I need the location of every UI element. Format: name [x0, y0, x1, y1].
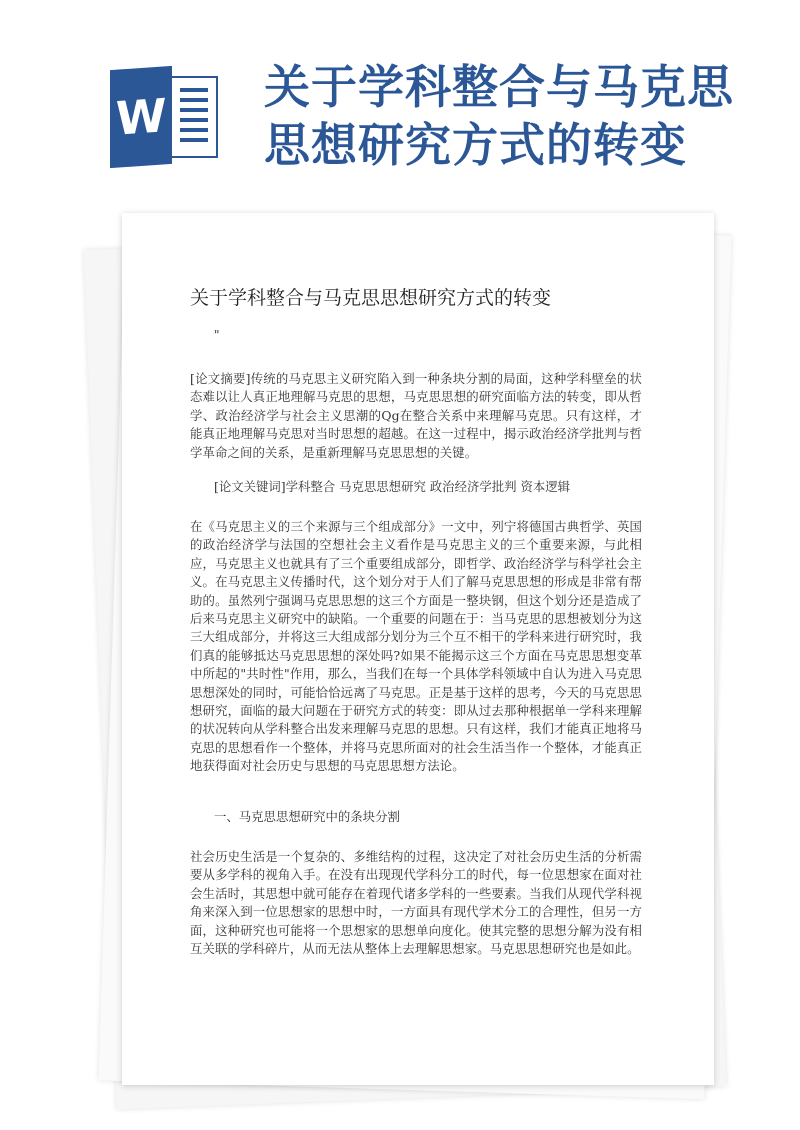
- abstract-paragraph: [论文摘要]传统的马克思主义研究陷入到一种条块分割的局面，这种学科壁垒的状态难以让人真正地理解马克思的思想，马克思思想的研究面临方法的转变，即从哲学、政治经济学与社会主义思潮的Qg在整合关系中来理解马克思。只有这样，才能真正地理解马克思对当时思想的超越。在这一过程中，揭示政治经济学批判与哲学革命之间的关系，是重新理解马克思思想的关键。: [190, 371, 642, 460]
- intro-paragraph: 在《马克思主义的三个来源与三个组成部分》一文中，列宁将德国古典哲学、英国的政治经济学与法国的空想社会主义看作是马克思主义的三个重要来源，与此相应，马克思主义也就具有了三个重要组成部分，即哲学、政治经济学与科学社会主义。在马克思主义传播时代，这个划分对于人们了解马克思思想的形成是非常有帮助的。虽然列宁强调马克思思想的这三个方面是一整块钢，但这个划分还是造成了后来马克思主义研究中的缺陷。一个重要的问题在于：当马克思的思想被划分为这三大组成部分，并将这三大组成部分划分为三个互不相干的学科来进行研究时，我们真的能够抵达马克思思想的深处吗?如果不能揭示这三个方面在马克思思想变革中所起的"共时性"作用，那么，当我们在每一个具体学科领域中自认为进入马克思思想深处的同时，可能恰恰远离了马克思。正是基于这样的思考，今天的马克思思想研究，面临的最大问题在于研究方式的转变：即从过去那种根据单一学科来理解的状况转向从学科整合出发来理解马克思的思想。只有这样，我们才能真正地将马克思的思想看作一个整体，并将马克思所面对的社会生活当作一个整体，才能真正地获得面对社会历史与思想的马克思思想方法论。: [190, 519, 642, 774]
- word-document-icon: [110, 68, 218, 166]
- document-mark: ": [214, 328, 220, 342]
- banner-title: 关于学科整合与马克思思想研究方式的转变: [264, 60, 734, 172]
- section-heading: 一、马克思思想研究中的条块分割: [214, 809, 400, 824]
- header-banner: [0, 0, 800, 200]
- document-title: 关于学科整合与马克思思想研究方式的转变: [190, 287, 552, 309]
- word-badge: W: [110, 66, 172, 168]
- keywords-line: [论文关键词]学科整合 马克思思想研究 政治经济学批判 资本逻辑: [214, 479, 571, 494]
- body-paragraph: 社会历史生活是一个复杂的、多维结构的过程，这决定了对社会历史生活的分析需要从多学科的视角入手。在没有出现现代学科分工的时代，每一位思想家在面对社会生活时，其思想中就可能存在着现代诸多学科的一些要素。当我们从现代学科视角来深入到一位思想家的思想中时，一方面具有现代学术分工的合理性，但另一方面，这种研究也可能将一个思想家的思想单向度化。使其完整的思想分解为没有相互关联的学科碎片，从而无法从整体上去理解思想家。马克思思想研究也是如此。: [190, 849, 642, 957]
